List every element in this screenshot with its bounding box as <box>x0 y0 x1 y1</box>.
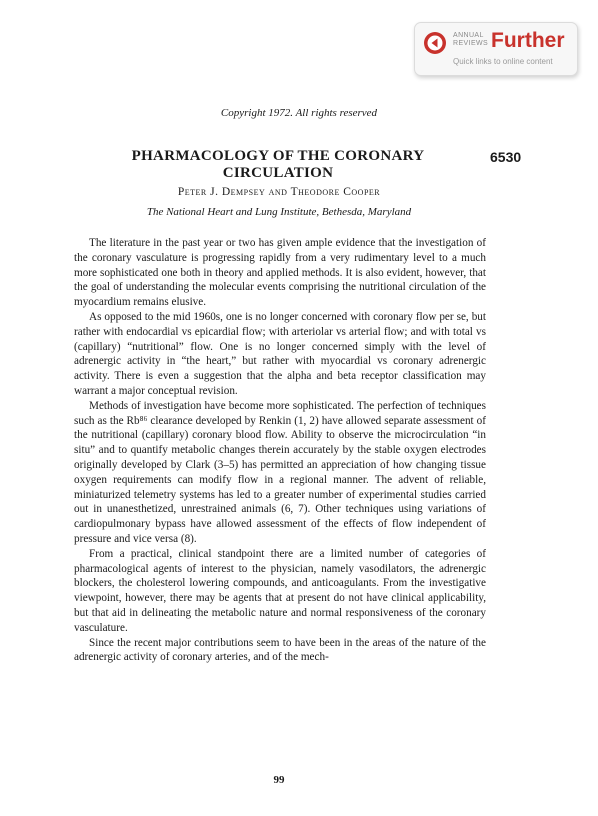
body-paragraph: As opposed to the mid 1960s, one is no longer concerned with coronary flow per se, but rather with endocardial vs epicardial flow; with arteriolar vs arterial flow; and with total vs (capillary) “nutritional” flow. One is no longer concerned simply with the level of adrenergic activity in “the heart,” but rather with myocardial vs coronary adrenergic activity. There is even a suggestion that the alpha and beta receptor classification may warrant a major conceptual revision. <box>74 310 486 397</box>
play-circle-icon <box>423 31 447 55</box>
brand-line-reviews: REVIEWS <box>453 40 489 47</box>
article-title: PHARMACOLOGY OF THE CORONARY CIRCULATION <box>131 148 425 181</box>
copyright-notice: Copyright 1972. All rights reserved <box>220 107 378 119</box>
badge-title[interactable]: Further <box>491 29 565 52</box>
body-paragraph: Methods of investigation have become more sophisticated. The perfection of techniques such as the Rb⁸⁶ clearance developed by Renkin (1, 2) have allowed separate assessment of the nutritional (capillary) coronary blood flow. Ability to observe the microcirculation “in situ” and to quantify metabolic changes therein accurately by the stable oxygen electrodes originally developed by Clark (3–5) has permitted an appreciation of how changing tissue oxygen requirements can modify flow in a regional manner. The advent of reliable, miniaturized telemetry systems has led to a greater number of experimental studies carried out in unanesthetized, unrestrained animals (6, 7). Other techniques using variations of cardiopulmonary bypass have allowed assessment of the effects of flow independent of pressure and vice versa (8). <box>74 399 486 545</box>
article-authors: Peter J. Dempsey and Theodore Cooper <box>177 186 381 198</box>
article-code: 6530 <box>490 149 522 165</box>
body-paragraph: From a practical, clinical standpoint there are a limited number of categories of pharmacological agents of interest to the physician, namely vasodilators, the adrenergic blockers, the cholesterol lowering compounds, and anticoagulants. From the investigative viewpoint, however, there may be agents that at present do not have clinical applicability, but that aid in delineating the metabolic nature and normal responsiveness of the coronary vasculature. <box>74 547 486 634</box>
further-links-badge[interactable] <box>414 22 578 76</box>
annual-reviews-logo <box>453 32 488 48</box>
badge-subtitle: Quick links to online content <box>453 57 553 66</box>
author-affiliation: The National Heart and Lung Institute, Bethesda, Maryland <box>146 206 412 218</box>
article-body <box>74 236 486 665</box>
brand-line-annual: ANNUAL <box>453 32 484 39</box>
body-paragraph: The literature in the past year or two has given ample evidence that the investigation of the coronary vasculature is progressing rapidly from a very rudimentary level to a much more sophisticated one both in theory and applied methods. It is also evident, however, that the goal of understanding the molecular events comprising the nutritional circulation of the myocardium remains elusive. <box>74 237 486 309</box>
page-number: 99 <box>273 774 285 786</box>
body-paragraph: Since the recent major contributions seem to have been in the areas of the nature of the adrenergic activity of coronary arteries, and of the mech- <box>74 636 486 664</box>
